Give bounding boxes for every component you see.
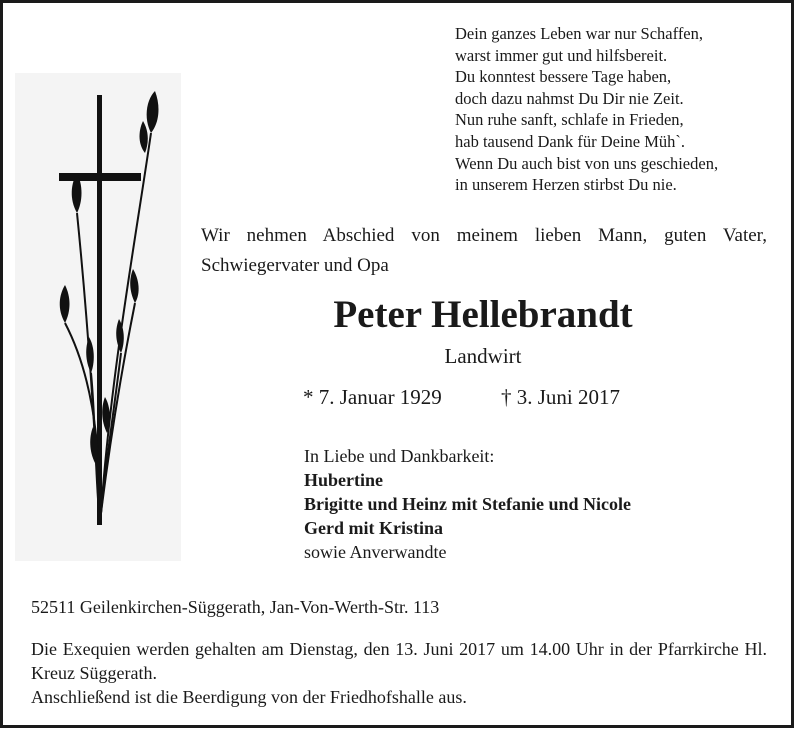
mourner-name: Brigitte und Heinz mit Stefanie und Nicole <box>304 494 631 514</box>
mourners <box>304 444 784 564</box>
poem <box>455 23 785 196</box>
mourners-others: sowie Anverwandte <box>304 542 447 562</box>
deceased-profession: Landwirt <box>444 344 522 368</box>
cross-with-wheat-icon <box>15 73 181 561</box>
poem-line: Nun ruhe sanft, schlafe in Frieden, <box>455 110 684 130</box>
burial-text: Anschließend ist die Beerdigung von der Friedhofshalle aus. <box>31 687 467 707</box>
death-date: † 3. Juni 2017 <box>501 385 621 409</box>
mourner-name: Hubertine <box>304 470 383 490</box>
mourner-name: Gerd mit Kristina <box>304 518 443 538</box>
poem-line: hab tausend Dank für Deine Müh`. <box>455 131 686 151</box>
poem-line: Du konntest bessere Tage haben, <box>455 67 672 87</box>
mourners-heading: In Liebe und Dankbarkeit: <box>304 446 495 466</box>
birth-date: * 7. Januar 1929 <box>303 385 442 409</box>
poem-line: in unserem Herzen stirbst Du nie. <box>455 175 677 195</box>
poem-line: warst immer gut und hilfsbereit. <box>455 45 668 65</box>
poem-line: Wenn Du auch bist von uns geschieden, <box>455 153 719 173</box>
address: 52511 Geilenkirchen-Süggerath, Jan-Von-Werth-Str. 113 <box>31 597 440 617</box>
poem-line: doch dazu nahmst Du Dir nie Zeit. <box>455 88 684 108</box>
life-dates <box>303 383 723 411</box>
intro-text: Wir nehmen Abschied von meinem lieben Mann, guten Vater, Schwiegervater und Opa <box>201 225 767 276</box>
poem-line: Dein ganzes Leben war nur Schaffen, <box>455 24 704 43</box>
deceased-name: Peter Hellebrandt <box>333 293 633 336</box>
funeral-info <box>31 637 767 709</box>
exequies-text: Die Exequien werden gehalten am Dienstag, den 13. Juni 2017 um 14.00 Uhr in der Pfarrkirche Hl. Kreuz Süggerath. <box>31 639 767 683</box>
